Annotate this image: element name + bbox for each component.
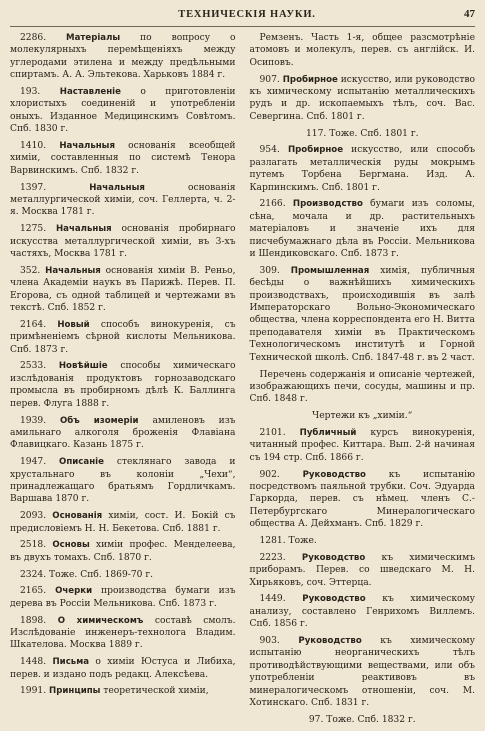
entry-number: 2093. — [20, 511, 47, 522]
entry-number: 1448. — [20, 657, 47, 668]
entry-text: курсъ винокуренія, читанный профес. Киттара. Вып. 2-й начиная съ 194 стр. Спб. 1866 г. — [249, 427, 475, 463]
entry-keyword: Начальныя — [89, 182, 145, 193]
entry-text: къ химическому анализу, составлено Генрихомъ Виллемъ. Спб. 1856 г. — [249, 594, 475, 630]
entry-number: 903. — [259, 635, 280, 646]
entry-text: къ испытанію посредствомъ паяльной трубки. Соч. Эдуарда Гаркорда, перев. съ нѣмец. членъ С.-Петербургскаго Минералогическаго общества А. Дейхманъ. Спб. 1829 г. — [249, 469, 475, 530]
entry-text: стеклянаго завода и хрустальнаго въ колоніи „Чехи“, принадлежащаго братьямъ Гордличкамъ. Варшава 1870 г. — [10, 457, 236, 505]
catalog-entry — [10, 223, 236, 260]
entry-text: производства бумаги изъ дерева въ Россіи Мельникова. Спб. 1873 г. — [10, 586, 236, 609]
entry-keyword: Пробирное — [282, 74, 338, 85]
catalog-entry — [10, 415, 236, 452]
entry-keyword: Принципы — [49, 686, 101, 697]
catalog-entry — [10, 319, 236, 356]
entry-number: 1410. — [20, 141, 47, 152]
entry-number: 352. — [20, 265, 41, 276]
entry-number: 193. — [20, 87, 41, 98]
catalog-entry — [250, 535, 476, 547]
entry-keyword: Пробирное — [287, 145, 344, 156]
entry-number: 2533. — [20, 361, 47, 372]
entry-keyword: О химическомъ — [57, 615, 144, 626]
entry-number: 2286. — [20, 33, 47, 43]
entry-keyword: Начальныя — [59, 141, 115, 152]
left-column — [10, 32, 236, 731]
entry-text: химіи, сост. И. Бокій съ предисловіемъ Н. Н. Бекетова. Спб. 1881 г. — [10, 511, 236, 534]
running-title: ТЕХНИЧЕСКІЯ НАУКИ. — [178, 8, 316, 20]
entry-keyword: Руководство — [302, 594, 366, 605]
entry-number: 1898. — [20, 615, 47, 626]
entry-text: амиленовъ изъ амильнаго алкоголя броженія Флавіана Флавицкаго. Казань 1875 г. — [10, 415, 236, 451]
entry-number: 954. — [259, 145, 280, 156]
entry-text: о приготовленіи хлористыхъ соединеній и употребленіи оныхъ. Изданное Медицинскимъ Совѣтомъ. Спб. 1830 г. — [10, 87, 236, 135]
entry-text: Тоже. — [288, 535, 317, 546]
catalog-entry — [250, 32, 476, 69]
entry-text: основанія пробирнаго искусства металлургической химіи, въ 3-хъ частяхъ, Москва 1781 г. — [10, 224, 236, 260]
entry-keyword: Начальныя — [55, 224, 112, 235]
entry-text: искусство, или способъ разлагать металлическія руды мокрымъ путемъ Торбена Бергмана. Изд. А. Карпинскимъ. Спб. 1801 г. — [249, 145, 475, 193]
catalog-entry — [10, 656, 236, 681]
entry-text: Тоже. Спб. 1869-70 г. — [49, 569, 154, 580]
entry-text: бумаги изъ соломы, сѣна, мочала и др. растительныхъ матеріаловъ и значеніе ихъ для писчебумажнаго дѣла въ Россіи. Мельникова и Шендиковскаго. Спб. 1873 г. — [249, 199, 475, 260]
two-column-body — [10, 32, 475, 731]
entry-number: 907. — [259, 74, 280, 85]
entry-number: 2518. — [20, 540, 47, 551]
entry-text: Перечень содержанія и описаніе чертежей, изображающихъ печи, сосуды, машины и пр. Спб. 1848 г. — [249, 369, 475, 405]
catalog-entry — [250, 410, 476, 422]
catalog-entry — [250, 714, 476, 726]
entry-keyword: Очерки — [55, 586, 93, 597]
entry-text: теоретической химіи, — [100, 686, 209, 697]
entry-text: способы химическаго изслѣдованія продуктовъ горнозаводскаго промысла въ пробирномъ дѣлѣ К. Баллинга перев. Флуга 1888 г. — [10, 361, 236, 409]
entry-number: 1275. — [20, 224, 47, 235]
catalog-entry — [10, 140, 236, 177]
entry-number: 1281. — [259, 535, 286, 546]
catalog-entry — [250, 427, 476, 464]
entry-keyword: Новѣйшіе — [58, 361, 108, 372]
entry-text: по вопросу о молекулярныхъ перемѣщеніяхъ между углеродами этилена и между предѣльными спиртамъ. А. А. Эльтекова. Харьковъ 1884 г. — [10, 33, 236, 81]
entry-keyword: Письма — [52, 657, 90, 668]
catalog-entry — [10, 539, 236, 564]
entry-number: 2101. — [259, 427, 286, 438]
entry-text: о химіи Юстуса и Либиха, перев. и издано подъ редакц. Алексѣева. — [10, 657, 236, 680]
entry-text: искусство, или руководство къ химическому испытанію металлическихъ рудъ и др. ископаемыхъ тѣлъ, соч. Вас. Севергина. Спб. 1801 г. — [249, 74, 476, 122]
entry-number: 1939. — [20, 415, 47, 426]
entry-number: 309. — [259, 265, 280, 276]
catalog-entry — [250, 369, 476, 406]
entry-keyword: Публичный — [299, 427, 357, 438]
catalog-entry — [250, 593, 476, 630]
catalog-entry — [250, 198, 476, 260]
catalog-entry — [10, 685, 236, 697]
catalog-entry — [10, 86, 236, 136]
catalog-entry — [10, 182, 236, 219]
right-column — [250, 32, 476, 731]
catalog-entry — [250, 128, 476, 140]
entry-number: 2223. — [259, 552, 286, 563]
entry-text: способъ винокуренія, съ примѣненіемъ сѣрной кислоты Мельникова. Спб. 1873 г. — [10, 319, 236, 355]
catalog-entry — [250, 265, 476, 364]
entry-text: къ химическимъ приборамъ. Перев. со шведскаго М. Н. Хирьяковъ, соч. Эттерца. — [249, 552, 475, 588]
catalog-entry — [250, 144, 476, 194]
catalog-entry — [10, 265, 236, 315]
entry-text: Ремзенъ. Часть 1-я, общее разсмотрѣніе атомовъ и молекулъ, перев. съ англійск. И. Осиповъ. — [249, 33, 475, 68]
entry-text: Чертежи къ „химіи.“ — [312, 411, 413, 422]
entry-text: къ химическому испытанію неорганическихъ тѣлъ противодѣйствующими веществами, или объ употребленіи реактивовъ въ минералогическомъ отношеніи, соч. М. Хотинскаго. Спб. 1831 г. — [249, 635, 475, 708]
entry-keyword: Наставленіе — [59, 87, 121, 98]
entry-text: Тоже. Спб. 1801 г. — [329, 128, 419, 139]
entry-number: 2166. — [259, 199, 286, 210]
entry-number: 2324. — [20, 569, 47, 580]
entry-keyword: Производство — [292, 199, 363, 210]
catalog-entry — [10, 510, 236, 535]
page-header — [10, 6, 475, 22]
catalog-entry — [250, 552, 476, 589]
catalog-entry — [10, 456, 236, 506]
entry-keyword: Руководство — [302, 469, 366, 480]
entry-number: 1449. — [259, 594, 286, 605]
catalog-entry — [10, 615, 236, 652]
entry-keyword: Промышленная — [290, 265, 370, 276]
entry-number: 902. — [259, 469, 280, 480]
entry-text: химіи профес. Менделеева, въ двухъ томахъ. Спб. 1870 г. — [10, 540, 236, 563]
entry-keyword: Основы — [52, 540, 90, 551]
entry-number: 2164. — [20, 319, 47, 330]
entry-keyword: Основанія — [52, 511, 103, 522]
entry-keyword: Матеріалы — [66, 33, 121, 43]
header-rule — [10, 26, 475, 27]
entry-text: основанія химіи В. Реньо, члена Академіи наукъ въ Парижѣ. Перев. П. Егорова, съ одной таблицей и чертежами въ текстѣ. Спб. 1852 г. — [10, 265, 236, 314]
entry-number: 1991. — [20, 686, 47, 697]
entry-number: 1397. — [20, 182, 47, 193]
entry-text: основанія всеобщей химіи, составленныя по системѣ Тенора Варвинскимъ. Спб. 1832 г. — [10, 141, 236, 176]
catalog-entry — [10, 360, 236, 410]
catalog-entry — [250, 469, 476, 531]
catalog-entry — [10, 569, 236, 581]
entry-number: 97. — [308, 714, 324, 725]
entry-keyword: Руководство — [301, 552, 366, 563]
entry-keyword: Новый — [57, 319, 90, 330]
entry-number: 2165. — [20, 586, 47, 597]
catalog-entry — [250, 74, 476, 124]
entry-number: 117. — [305, 128, 327, 139]
page-number: 47 — [464, 8, 475, 20]
entry-text: составѣ смолъ. Изслѣдованіе инженеръ-технолога Владим. Шкателова. Москва 1889 г. — [10, 615, 236, 651]
entry-text: химія, публичныя бесѣды о важнѣйшихъ химическихъ производствахъ, происходившія въ залѣ Императорскаго Вольно-Экономическаго общества, члена корреспондента его Н. Витта преподавателя химіи въ Практическомъ Технологическомъ институтѣ и Горной Технической школѣ. Спб. 1847-48 г. въ 2 част. — [249, 265, 475, 363]
entry-keyword: Объ изомеріи — [59, 415, 139, 426]
entry-keyword: Руководство — [298, 635, 362, 646]
entry-number: 1947. — [20, 457, 47, 468]
catalog-entry — [250, 635, 476, 709]
entry-keyword: Начальныя — [45, 265, 101, 276]
entry-text: Тоже. Спб. 1832 г. — [326, 714, 416, 725]
entry-keyword: Описаніе — [59, 457, 104, 468]
entry-text: основанія металлургической химіи, соч. Геллерта, ч. 2-я. Москва 1781 г. — [10, 182, 236, 218]
catalog-entry — [10, 32, 236, 82]
catalog-entry — [10, 585, 236, 610]
